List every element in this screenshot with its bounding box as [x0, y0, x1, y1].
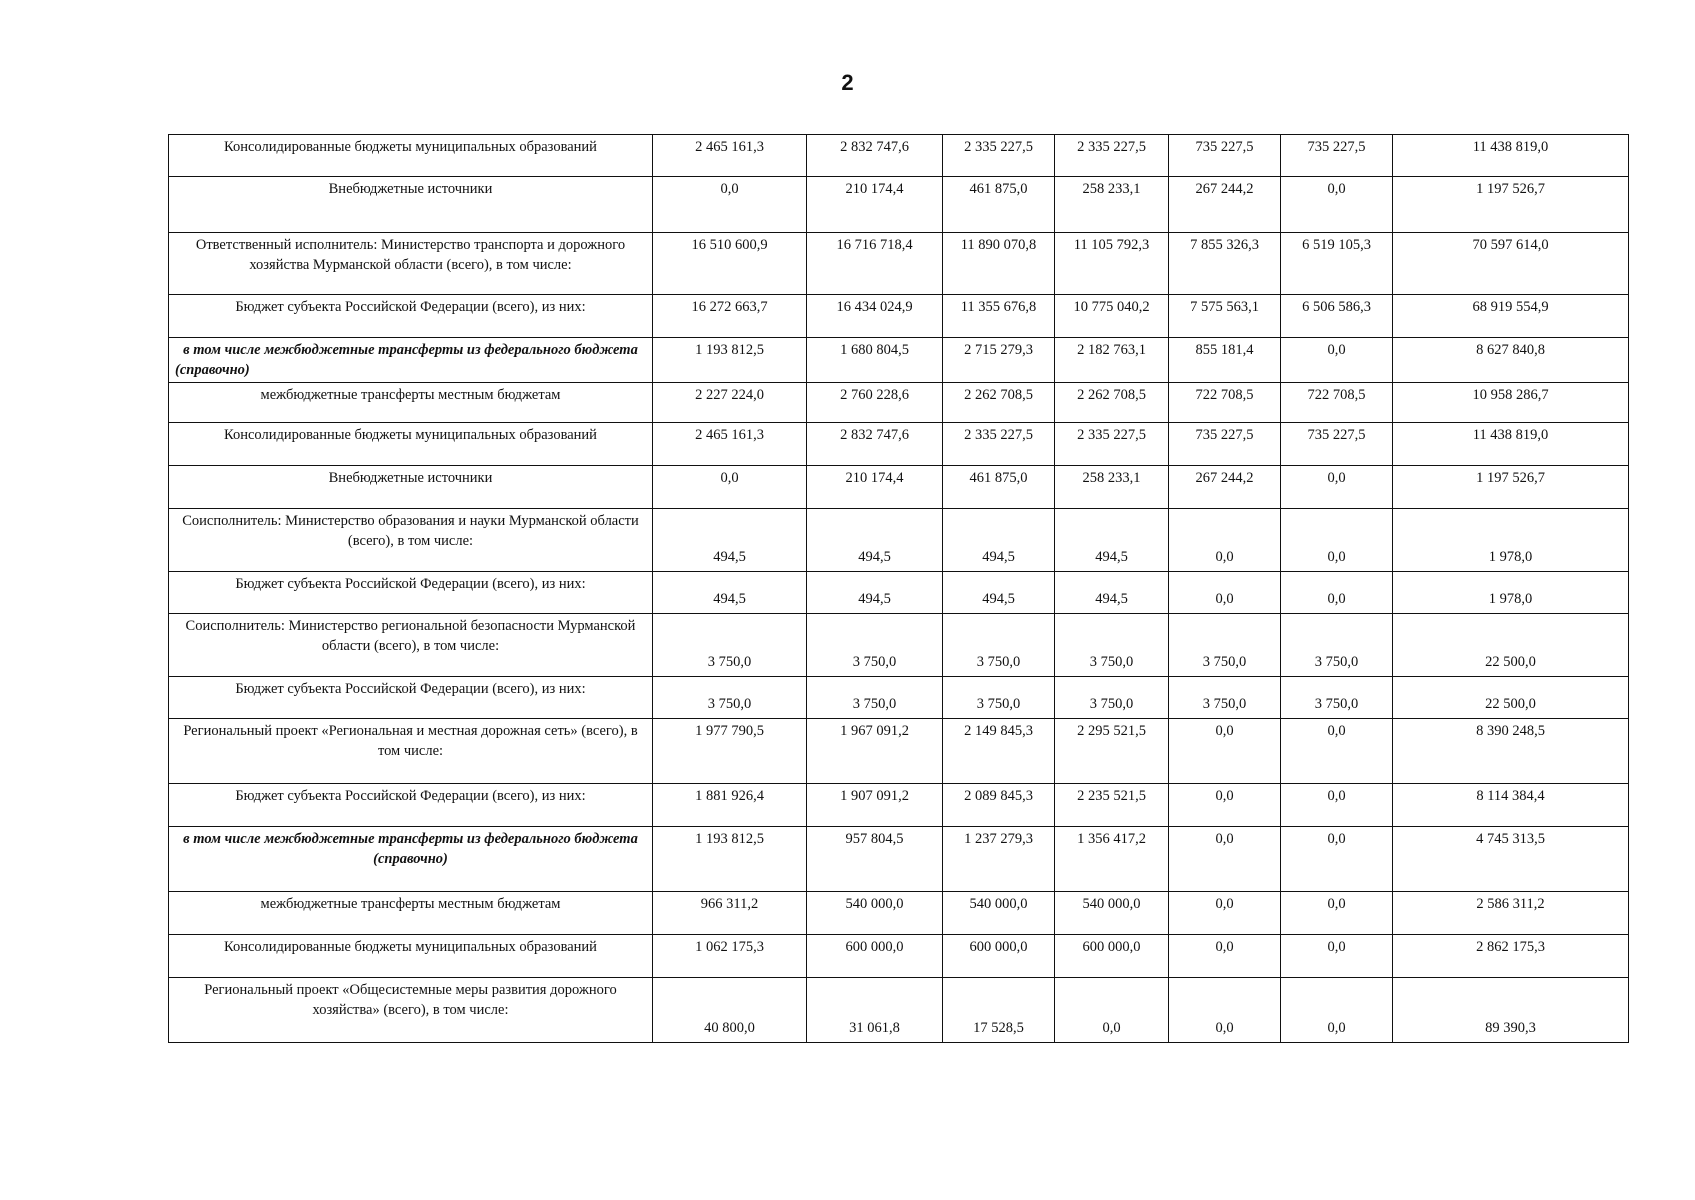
value-cell: 4 745 313,5: [1393, 827, 1629, 892]
value-cell: 0,0: [1281, 784, 1393, 827]
value-cell: 0,0: [1055, 978, 1169, 1043]
value-cell: 600 000,0: [807, 935, 943, 978]
value-cell: 2 089 845,3: [943, 784, 1055, 827]
table-row: [169, 935, 1629, 978]
value-cell: 0,0: [1281, 177, 1393, 233]
value-cell: 16 510 600,9: [653, 233, 807, 295]
value-cell: 2 182 763,1: [1055, 338, 1169, 383]
row-label: Бюджет субъекта Российской Федерации (всего), из них:: [169, 572, 653, 614]
value-cell: 16 716 718,4: [807, 233, 943, 295]
row-label: Региональный проект «Региональная и местная дорожная сеть» (всего), в том числе:: [169, 719, 653, 784]
value-cell: 540 000,0: [943, 892, 1055, 935]
value-cell: 0,0: [1169, 572, 1281, 614]
value-cell: 7 855 326,3: [1169, 233, 1281, 295]
value-cell: 494,5: [807, 509, 943, 572]
value-cell: 16 272 663,7: [653, 295, 807, 338]
value-cell: 2 715 279,3: [943, 338, 1055, 383]
value-cell: 3 750,0: [943, 614, 1055, 677]
value-cell: 8 627 840,8: [1393, 338, 1629, 383]
value-cell: 0,0: [653, 466, 807, 509]
value-cell: 2 586 311,2: [1393, 892, 1629, 935]
value-cell: 2 227 224,0: [653, 383, 807, 423]
value-cell: 2 149 845,3: [943, 719, 1055, 784]
value-cell: 1 197 526,7: [1393, 466, 1629, 509]
value-cell: 0,0: [1169, 719, 1281, 784]
value-cell: 0,0: [1169, 892, 1281, 935]
value-cell: 0,0: [1281, 892, 1393, 935]
table-row: [169, 719, 1629, 784]
value-cell: 600 000,0: [1055, 935, 1169, 978]
value-cell: 6 506 586,3: [1281, 295, 1393, 338]
value-cell: 3 750,0: [943, 677, 1055, 719]
value-cell: 11 890 070,8: [943, 233, 1055, 295]
value-cell: 22 500,0: [1393, 614, 1629, 677]
value-cell: 0,0: [1281, 509, 1393, 572]
value-cell: 2 335 227,5: [943, 423, 1055, 466]
value-cell: 7 575 563,1: [1169, 295, 1281, 338]
value-cell: 2 262 708,5: [1055, 383, 1169, 423]
value-cell: 0,0: [1281, 572, 1393, 614]
value-cell: 0,0: [1281, 978, 1393, 1043]
value-cell: 258 233,1: [1055, 177, 1169, 233]
table-row: [169, 572, 1629, 614]
table-row: [169, 338, 1629, 383]
value-cell: 2 465 161,3: [653, 423, 807, 466]
value-cell: 10 775 040,2: [1055, 295, 1169, 338]
row-label: Соисполнитель: Министерство образования и науки Мурманской области (всего), в том числе:: [169, 509, 653, 572]
table-row: [169, 383, 1629, 423]
value-cell: 494,5: [653, 509, 807, 572]
value-cell: 17 528,5: [943, 978, 1055, 1043]
budget-table: [168, 134, 1629, 1043]
value-cell: 1 977 790,5: [653, 719, 807, 784]
value-cell: 2 235 521,5: [1055, 784, 1169, 827]
table-row: [169, 614, 1629, 677]
value-cell: 0,0: [1169, 784, 1281, 827]
value-cell: 494,5: [653, 572, 807, 614]
value-cell: 3 750,0: [1169, 614, 1281, 677]
value-cell: 2 862 175,3: [1393, 935, 1629, 978]
value-cell: 2 832 747,6: [807, 135, 943, 177]
table-row: [169, 295, 1629, 338]
value-cell: 16 434 024,9: [807, 295, 943, 338]
table-row: [169, 177, 1629, 233]
table-body: [169, 135, 1629, 1043]
value-cell: 0,0: [1281, 827, 1393, 892]
value-cell: 3 750,0: [1055, 677, 1169, 719]
value-cell: 2 465 161,3: [653, 135, 807, 177]
table-row: [169, 677, 1629, 719]
value-cell: 735 227,5: [1281, 135, 1393, 177]
value-cell: 1 978,0: [1393, 572, 1629, 614]
value-cell: 89 390,3: [1393, 978, 1629, 1043]
value-cell: 0,0: [1281, 338, 1393, 383]
row-label: Внебюджетные источники: [169, 177, 653, 233]
row-label: межбюджетные трансферты местным бюджетам: [169, 383, 653, 423]
value-cell: 2 262 708,5: [943, 383, 1055, 423]
value-cell: 3 750,0: [1055, 614, 1169, 677]
value-cell: 1 967 091,2: [807, 719, 943, 784]
value-cell: 855 181,4: [1169, 338, 1281, 383]
value-cell: 494,5: [943, 509, 1055, 572]
value-cell: 1 907 091,2: [807, 784, 943, 827]
row-label: Ответственный исполнитель: Министерство транспорта и дорожного хозяйства Мурманской области (всего), в том числе:: [169, 233, 653, 295]
value-cell: 6 519 105,3: [1281, 233, 1393, 295]
value-cell: 3 750,0: [807, 614, 943, 677]
value-cell: 22 500,0: [1393, 677, 1629, 719]
table-row: [169, 978, 1629, 1043]
page-number: 2: [841, 70, 854, 95]
value-cell: 735 227,5: [1169, 423, 1281, 466]
value-cell: 8 390 248,5: [1393, 719, 1629, 784]
value-cell: 0,0: [1169, 827, 1281, 892]
value-cell: 722 708,5: [1281, 383, 1393, 423]
value-cell: 1 197 526,7: [1393, 177, 1629, 233]
value-cell: 2 335 227,5: [943, 135, 1055, 177]
value-cell: 10 958 286,7: [1393, 383, 1629, 423]
value-cell: 267 244,2: [1169, 177, 1281, 233]
table-row: [169, 466, 1629, 509]
value-cell: 2 760 228,6: [807, 383, 943, 423]
value-cell: 494,5: [807, 572, 943, 614]
value-cell: 0,0: [1281, 719, 1393, 784]
value-cell: 3 750,0: [807, 677, 943, 719]
value-cell: 3 750,0: [653, 677, 807, 719]
value-cell: 0,0: [1281, 935, 1393, 978]
value-cell: 600 000,0: [943, 935, 1055, 978]
value-cell: 722 708,5: [1169, 383, 1281, 423]
value-cell: 0,0: [653, 177, 807, 233]
value-cell: 735 227,5: [1281, 423, 1393, 466]
row-label: Бюджет субъекта Российской Федерации (всего), из них:: [169, 677, 653, 719]
value-cell: 11 438 819,0: [1393, 135, 1629, 177]
row-label: в том числе межбюджетные трансферты из федерального бюджета (справочно): [169, 827, 653, 892]
value-cell: 1 356 417,2: [1055, 827, 1169, 892]
value-cell: 1 881 926,4: [653, 784, 807, 827]
value-cell: 210 174,4: [807, 466, 943, 509]
value-cell: 494,5: [1055, 572, 1169, 614]
row-label: межбюджетные трансферты местным бюджетам: [169, 892, 653, 935]
value-cell: 210 174,4: [807, 177, 943, 233]
table-row: [169, 233, 1629, 295]
value-cell: 3 750,0: [1169, 677, 1281, 719]
table-row: [169, 135, 1629, 177]
row-label: Соисполнитель: Министерство региональной безопасности Мурманской области (всего), в том числе:: [169, 614, 653, 677]
value-cell: 3 750,0: [653, 614, 807, 677]
value-cell: 68 919 554,9: [1393, 295, 1629, 338]
value-cell: 735 227,5: [1169, 135, 1281, 177]
value-cell: 11 438 819,0: [1393, 423, 1629, 466]
value-cell: 1 193 812,5: [653, 827, 807, 892]
value-cell: 1 680 804,5: [807, 338, 943, 383]
value-cell: 494,5: [1055, 509, 1169, 572]
value-cell: 0,0: [1169, 509, 1281, 572]
table-row: [169, 892, 1629, 935]
value-cell: 540 000,0: [807, 892, 943, 935]
value-cell: 11 355 676,8: [943, 295, 1055, 338]
value-cell: 11 105 792,3: [1055, 233, 1169, 295]
value-cell: 2 832 747,6: [807, 423, 943, 466]
value-cell: 2 335 227,5: [1055, 135, 1169, 177]
value-cell: 0,0: [1281, 466, 1393, 509]
value-cell: 2 295 521,5: [1055, 719, 1169, 784]
value-cell: 966 311,2: [653, 892, 807, 935]
value-cell: 1 193 812,5: [653, 338, 807, 383]
value-cell: 8 114 384,4: [1393, 784, 1629, 827]
row-label: Внебюджетные источники: [169, 466, 653, 509]
table-row: [169, 423, 1629, 466]
value-cell: 70 597 614,0: [1393, 233, 1629, 295]
value-cell: 461 875,0: [943, 466, 1055, 509]
table-row: [169, 509, 1629, 572]
value-cell: 1 237 279,3: [943, 827, 1055, 892]
row-label: Консолидированные бюджеты муниципальных образований: [169, 423, 653, 466]
value-cell: 1 062 175,3: [653, 935, 807, 978]
value-cell: 461 875,0: [943, 177, 1055, 233]
value-cell: 0,0: [1169, 978, 1281, 1043]
value-cell: 40 800,0: [653, 978, 807, 1043]
value-cell: 267 244,2: [1169, 466, 1281, 509]
row-label: в том числе межбюджетные трансферты из федерального бюджета (справочно): [169, 338, 653, 383]
value-cell: 540 000,0: [1055, 892, 1169, 935]
row-label: Консолидированные бюджеты муниципальных образований: [169, 935, 653, 978]
value-cell: 957 804,5: [807, 827, 943, 892]
row-label: Региональный проект «Общесистемные меры развития дорожного хозяйства» (всего), в том числе:: [169, 978, 653, 1043]
value-cell: 258 233,1: [1055, 466, 1169, 509]
table-row: [169, 827, 1629, 892]
row-label: Консолидированные бюджеты муниципальных образований: [169, 135, 653, 177]
row-label: Бюджет субъекта Российской Федерации (всего), из них:: [169, 295, 653, 338]
value-cell: 0,0: [1169, 935, 1281, 978]
value-cell: 3 750,0: [1281, 614, 1393, 677]
value-cell: 1 978,0: [1393, 509, 1629, 572]
table-row: [169, 784, 1629, 827]
value-cell: 494,5: [943, 572, 1055, 614]
value-cell: 2 335 227,5: [1055, 423, 1169, 466]
value-cell: 31 061,8: [807, 978, 943, 1043]
row-label: Бюджет субъекта Российской Федерации (всего), из них:: [169, 784, 653, 827]
value-cell: 3 750,0: [1281, 677, 1393, 719]
